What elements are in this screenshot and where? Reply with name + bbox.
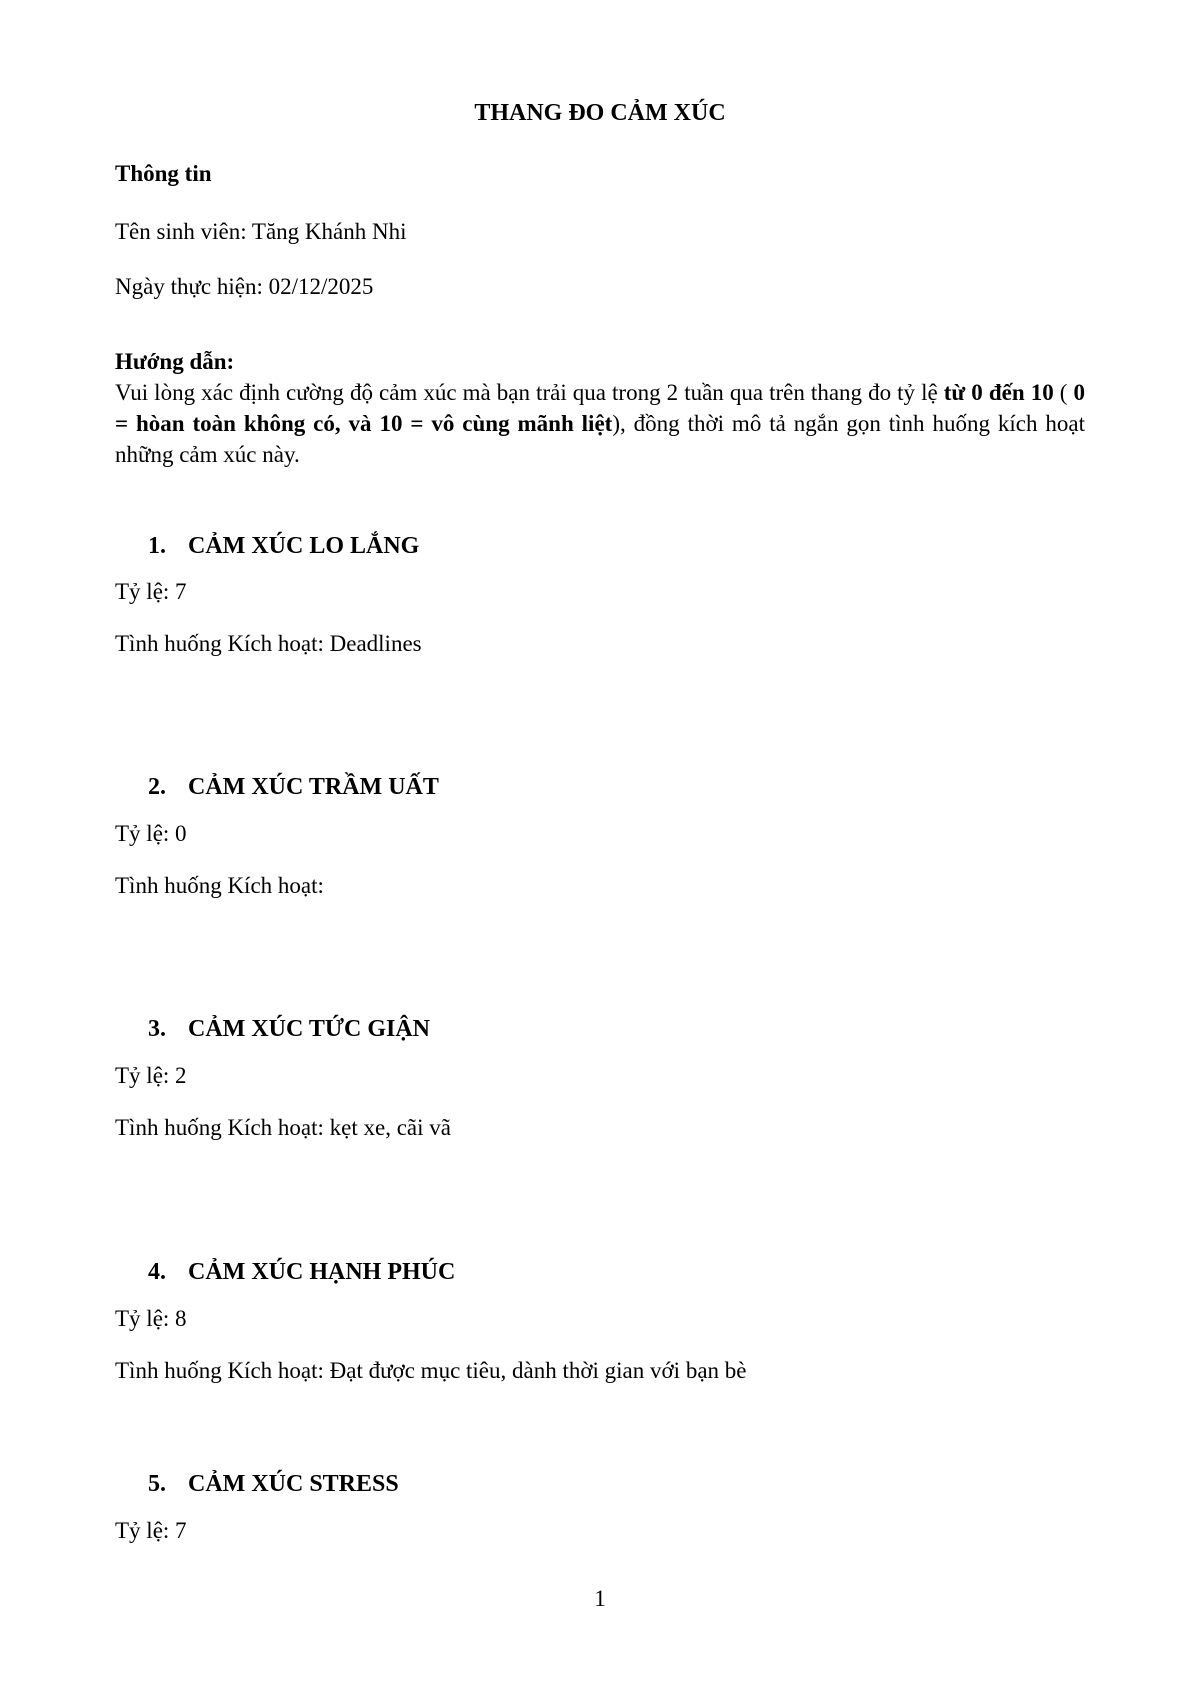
- section-number: 3.: [148, 1016, 166, 1042]
- section-title: CẢM XÚC TRẦM UẤT: [188, 774, 439, 800]
- instructions-text-part: Vui lòng xác định cường độ cảm xúc mà bạn trải qua trong 2 tuần qua trên thang đo tỷ lệ: [115, 380, 944, 405]
- section-rating: Tỷ lệ: 8: [115, 1306, 187, 1331]
- section-heading: [148, 1014, 430, 1044]
- instructions-text-part: (: [1053, 380, 1074, 405]
- section-trigger: Tình huống Kích hoạt: kẹt xe, cãi vã: [115, 1115, 451, 1140]
- section-trigger: Tình huống Kích hoạt: Đạt được mục tiêu, dành thời gian với bạn bè: [115, 1358, 747, 1383]
- instructions-scale-meaning: 0 = hòan toàn không có, và 10 = vô cùng mãnh liệt: [115, 380, 1085, 436]
- section-number: 2.: [148, 774, 166, 800]
- instructions-text-part: ), đồng thời mô tả ngắn gọn tình huống kích hoạt những cảm xúc này.: [115, 411, 1085, 467]
- document-title: THANG ĐO CẢM XÚC: [474, 100, 726, 126]
- section-number: 1.: [148, 533, 166, 559]
- section-number: 5.: [148, 1471, 166, 1497]
- section-heading: [148, 531, 419, 561]
- section-title: CẢM XÚC TỨC GIẬN: [188, 1016, 430, 1042]
- section-rating: Tỷ lệ: 2: [115, 1063, 187, 1088]
- section-title: CẢM XÚC LO LẮNG: [188, 533, 420, 559]
- page-number: 1: [594, 1586, 606, 1611]
- instructions-text: [115, 377, 1085, 470]
- date-line: Ngày thực hiện: 02/12/2025: [115, 274, 374, 299]
- section-number: 4.: [148, 1259, 166, 1285]
- instructions-heading: Hướng dẫn:: [115, 349, 235, 374]
- student-name-line: Tên sinh viên: Tăng Khánh Nhi: [115, 219, 407, 244]
- section-title: CẢM XÚC STRESS: [188, 1471, 399, 1497]
- section-rating: Tỷ lệ: 7: [115, 1518, 187, 1543]
- section-trigger: Tình huống Kích hoạt:: [115, 873, 324, 898]
- section-title: CẢM XÚC HẠNH PHÚC: [188, 1259, 456, 1285]
- section-heading: [148, 772, 439, 802]
- section-heading: [148, 1257, 455, 1287]
- section-trigger: Tình huống Kích hoạt: Deadlines: [115, 631, 422, 656]
- section-rating: Tỷ lệ: 0: [115, 821, 187, 846]
- section-rating: Tỷ lệ: 7: [115, 579, 187, 604]
- info-heading: Thông tin: [115, 161, 212, 186]
- instructions-scale-range: từ 0 đến 10: [943, 380, 1054, 405]
- section-heading: [148, 1469, 399, 1499]
